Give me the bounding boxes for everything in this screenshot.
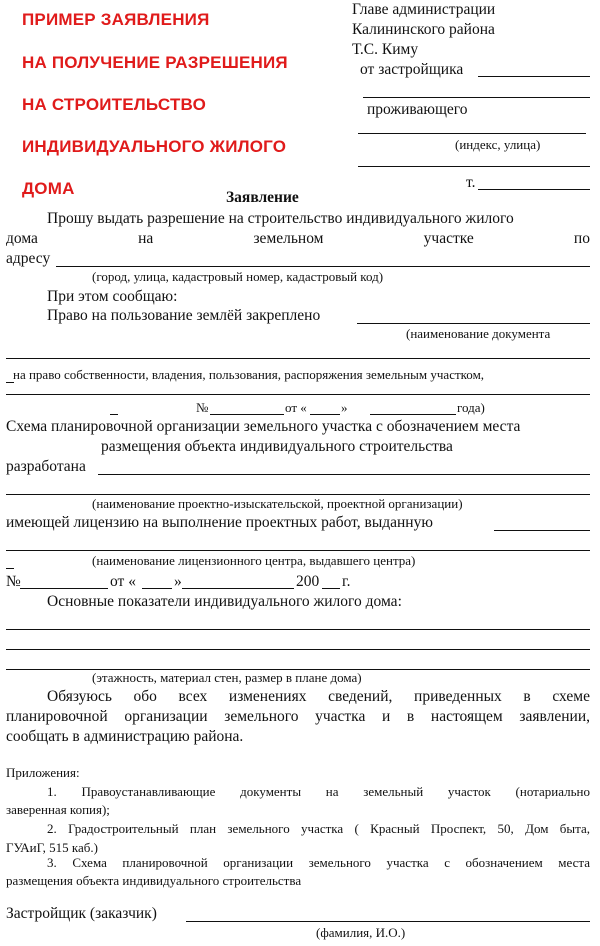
- developer-name-line: [363, 97, 590, 98]
- obligation-line-3: сообщать в администрацию района.: [6, 728, 244, 745]
- signature-hint: (фамилия, И.О.): [316, 925, 406, 940]
- request-word: по: [573, 230, 590, 247]
- license-year-line: [322, 588, 340, 589]
- address-label: адресу: [6, 250, 51, 267]
- license-number-line: [20, 588, 108, 589]
- address-fill-line: [56, 266, 590, 267]
- document-name-line: [6, 358, 590, 359]
- land-right-line: [357, 323, 590, 324]
- license-center-line: [6, 550, 590, 551]
- land-right-label: Право на пользование землёй закреплено: [47, 307, 321, 324]
- address-line: [358, 166, 590, 167]
- attachment-1-line-2: заверенная копия);: [6, 802, 110, 817]
- indicators-line-1: [6, 629, 590, 630]
- request-word: участке: [423, 230, 474, 247]
- developed-label: разработана: [6, 458, 86, 475]
- inform-label: При этом сообщаю:: [47, 288, 178, 305]
- index-street-hint: (индекс, улица): [455, 137, 541, 152]
- from-developer-label: от застройщика: [360, 61, 464, 78]
- document-hint: (наименование документа: [406, 326, 551, 341]
- request-word: на: [138, 230, 154, 247]
- request-word: дома: [6, 230, 38, 247]
- scheme-line-1: Схема планировочной организации земельного участка с обозначением места: [6, 418, 521, 435]
- house-hint: (этажность, материал стен, размер в плане дома): [92, 670, 362, 685]
- organization-line: [6, 494, 590, 495]
- attachment-1-line-1: 1. Правоустанавливающие документы на земельный участок (нотариально: [47, 784, 590, 799]
- statement-heading: Заявление: [226, 189, 299, 206]
- license-hint: (наименование лицензионного центра, выдавшего центра): [92, 553, 416, 568]
- residing-label: проживающего: [367, 101, 468, 118]
- addressee-line-1: Главе администрации: [352, 1, 496, 18]
- license-year-prefix: 200: [296, 573, 320, 590]
- license-label: имеющей лицензию на выполнение проектных работ, выданную: [6, 514, 433, 531]
- title-line-3: НА СТРОИТЕЛЬСТВО: [22, 95, 207, 114]
- attachment-2-line-2: ГУАиГ, 515 каб.): [6, 840, 98, 855]
- license-dash: [6, 568, 14, 569]
- ownership-line: [6, 394, 590, 395]
- title-line-2: НА ПОЛУЧЕНИЕ РАЗРЕШЕНИЯ: [22, 53, 288, 72]
- addressee-line-2: Калининского района: [352, 21, 495, 38]
- phone-line: [478, 189, 590, 190]
- addressee-line-3: Т.С. Киму: [352, 41, 419, 58]
- residing-line: [358, 133, 586, 134]
- scheme-line-2: размещения объекта индивидуального строительства: [101, 438, 453, 455]
- attachments-label: Приложения:: [6, 765, 80, 780]
- obligation-line-2: планировочной организации земельного участка и в настоящем заявлении,: [6, 708, 590, 725]
- developed-line: [98, 474, 590, 475]
- main-indicators-label: Основные показатели индивидуального жилого дома:: [47, 593, 402, 610]
- from-developer-line: [478, 76, 590, 77]
- indicators-line-2: [6, 649, 590, 650]
- ownership-text: на право собственности, владения, пользования, распоряжения земельным участком,: [13, 367, 485, 382]
- obligation-line-1: Обязуюсь обо всех изменениях сведений, приведенных в схеме: [47, 688, 590, 705]
- attachment-2-line-1: 2. Градостроительный план земельного участка ( Красный Проспект, 50, Дом быта,: [47, 821, 590, 836]
- license-line: [494, 530, 590, 531]
- developer-signature-line: [186, 921, 590, 922]
- doc-date-quote: »: [341, 400, 348, 415]
- license-month-line: [182, 588, 294, 589]
- doc-number-line: [210, 414, 284, 415]
- request-word: земельном: [253, 230, 324, 247]
- request-line-1: Прошу выдать разрешение на строительство индивидуального жилого: [47, 210, 514, 227]
- address-hint: (город, улица, кадастровый номер, кадастровый код): [92, 269, 384, 284]
- license-date-quote: »: [174, 573, 182, 590]
- doc-year-label: года): [457, 400, 485, 415]
- license-day-line: [142, 588, 172, 589]
- license-date-from: от «: [110, 573, 136, 590]
- doc-number-dash: [110, 414, 118, 415]
- developer-signature-label: Застройщик (заказчик): [6, 905, 157, 922]
- license-year-suffix: г.: [342, 573, 351, 590]
- title-line-4: ИНДИВИДУАЛЬНОГО ЖИЛОГО: [22, 137, 287, 156]
- doc-date-from: от «: [285, 400, 307, 415]
- title-line-1: ПРИМЕР ЗАЯВЛЕНИЯ: [22, 10, 210, 29]
- attachment-3-line-1: 3. Схема планировочной организации земельного участка с обозначением места: [47, 855, 590, 870]
- doc-day-line: [310, 414, 340, 415]
- request-line-2: [6, 230, 590, 248]
- doc-number-sign: №: [196, 400, 209, 415]
- organization-hint: (наименование проектно-изыскательской, проектной организации): [92, 496, 463, 511]
- attachment-3-line-2: размещения объекта индивидуального строительства: [6, 873, 302, 888]
- title-line-5: ДОМА: [22, 179, 75, 198]
- doc-month-line: [370, 414, 456, 415]
- license-number-sign: №: [6, 573, 21, 590]
- phone-label: т.: [466, 174, 476, 191]
